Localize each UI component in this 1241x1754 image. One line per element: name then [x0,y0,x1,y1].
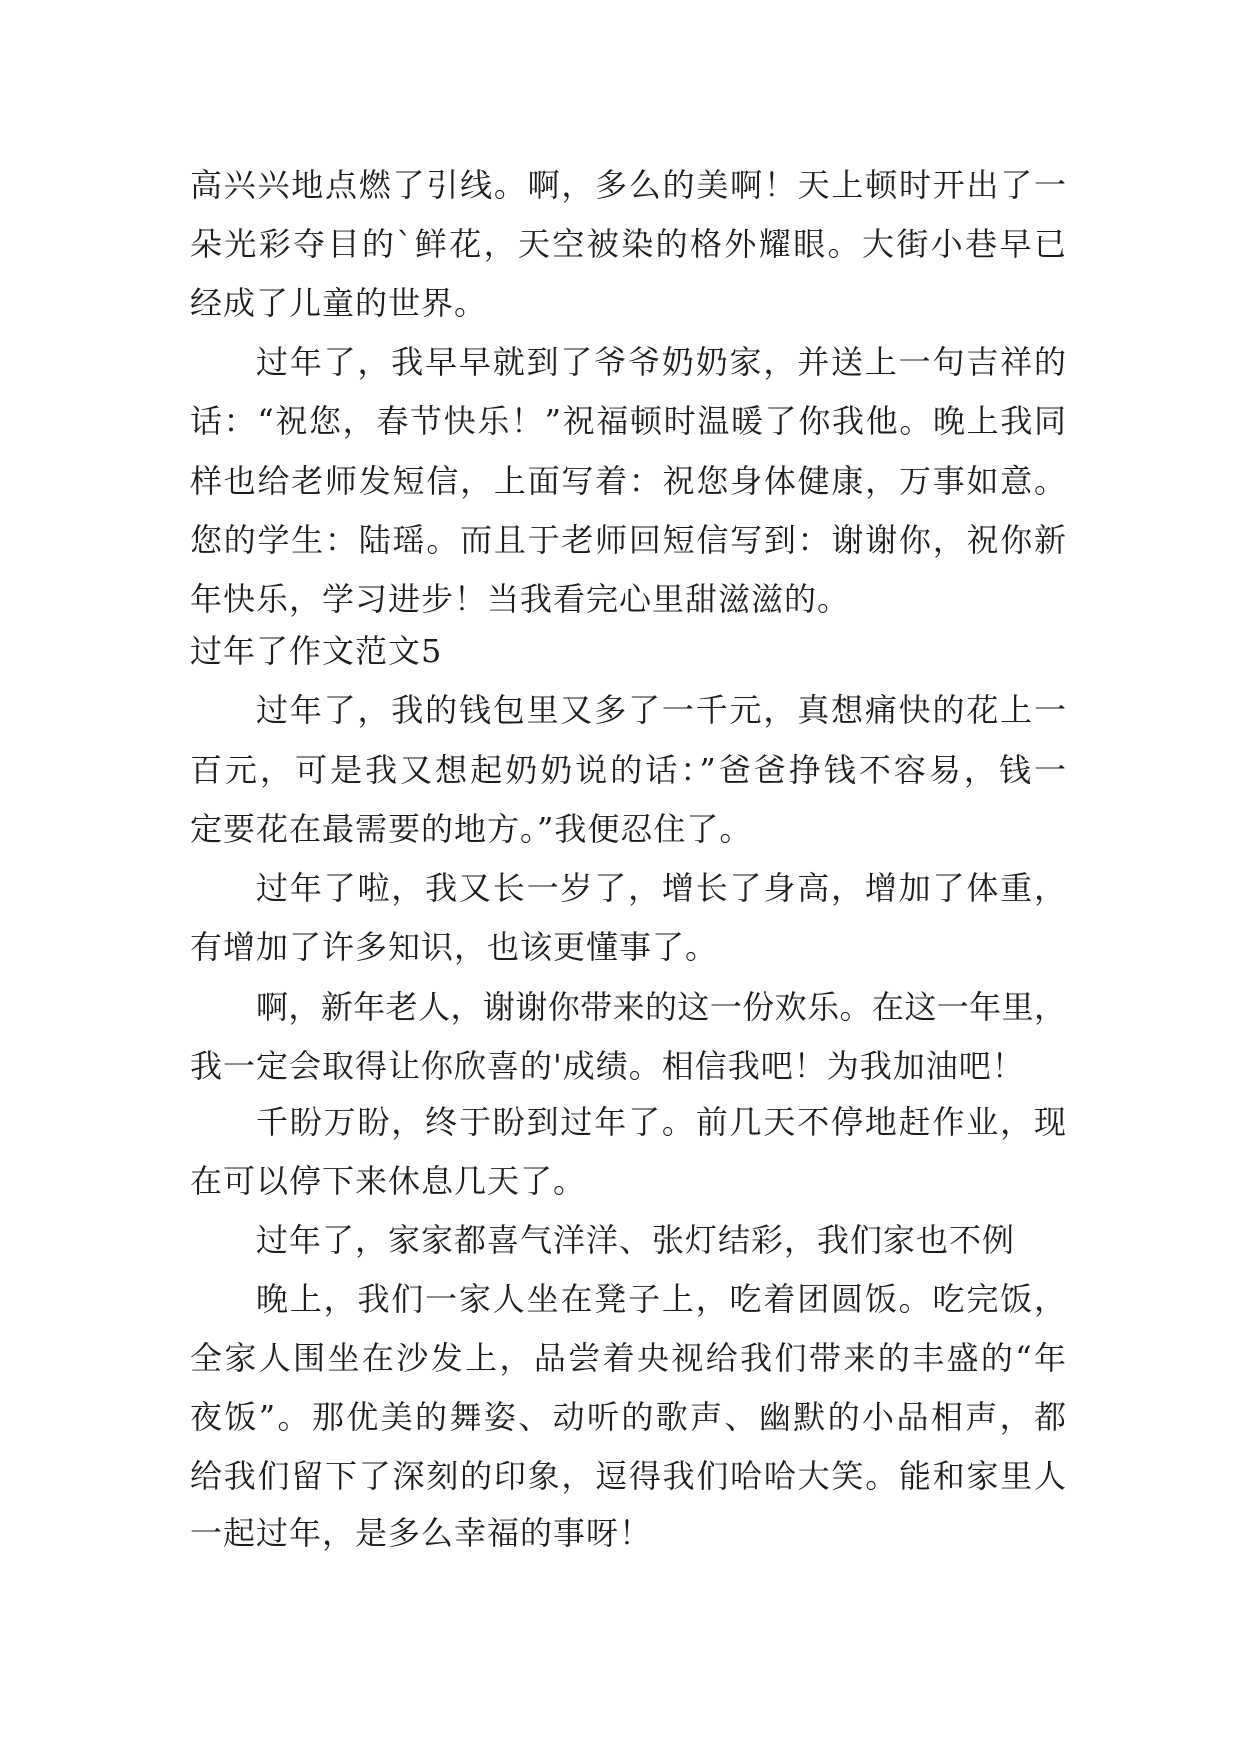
text-line: 过年了，我的钱包里又多了一千元，真想痛快的花上一 [256,691,1066,729]
text-line: 夜饭”。那优美的舞姿、动听的歌声、幽默的小品相声，都 [190,1398,1066,1436]
text-line: 全家人围坐在沙发上，品尝着央视给我们带来的丰盛的“年 [190,1339,1066,1377]
text-line: 朵光彩夺目的`鲜花，天空被染的格外耀眼。大街小巷早已 [190,225,1066,263]
text-line: 定要花在最需要的地方。”我便忍住了。 [190,810,753,848]
text-line: 高兴兴地点燃了引线。啊，多么的美啊！天上顿时开出了一 [190,166,1066,204]
text-line: 千盼万盼，终于盼到过年了。前几天不停地赶作业，现 [256,1103,1066,1141]
text-line: 啊，新年老人，谢谢你带来的这一份欢乐。在这一年里， [256,988,1066,1026]
text-line: 过年了，我早早就到了爷爷奶奶家，并送上一句吉祥的 [256,343,1066,381]
text-line: 您的学生：陆瑶。而且于老师回短信写到：谢谢你，祝你新 [190,521,1066,559]
text-line: 经成了儿童的世界。 [190,284,488,322]
text-line: 晚上，我们一家人坐在凳子上，吃着团圆饭。吃完饭， [256,1280,1066,1318]
text-line: 给我们留下了深刻的印象，逗得我们哈哈大笑。能和家里人 [190,1457,1066,1495]
text-line: 过年了，家家都喜气洋洋、张灯结彩，我们家也不例 [256,1221,1016,1259]
text-line: 我一定会取得让你欣喜的'成绩。相信我吧！为我加油吧！ [190,1047,1025,1085]
text-line: 百元，可是我又想起奶奶说的话：”爸爸挣钱不容易，钱一 [190,751,1066,789]
text-line: 话：“祝您，春节快乐！”祝福顿时温暖了你我他。晚上我同 [190,402,1066,440]
text-line: 在可以停下来休息几天了。 [190,1162,587,1200]
text-line: 样也给老师发短信，上面写着：祝您身体健康，万事如意。 [190,462,1066,500]
section-heading: 过年了作文范文5 [190,632,443,670]
text-line: 年快乐，学习进步！当我看完心里甜滋滋的。 [190,580,851,618]
text-line: 过年了啦，我又长一岁了，增长了身高，增加了体重， [256,869,1066,907]
text-line: 有增加了许多知识，也该更懂事了。 [190,928,719,966]
text-line: 一起过年，是多么幸福的事呀！ [190,1514,653,1552]
